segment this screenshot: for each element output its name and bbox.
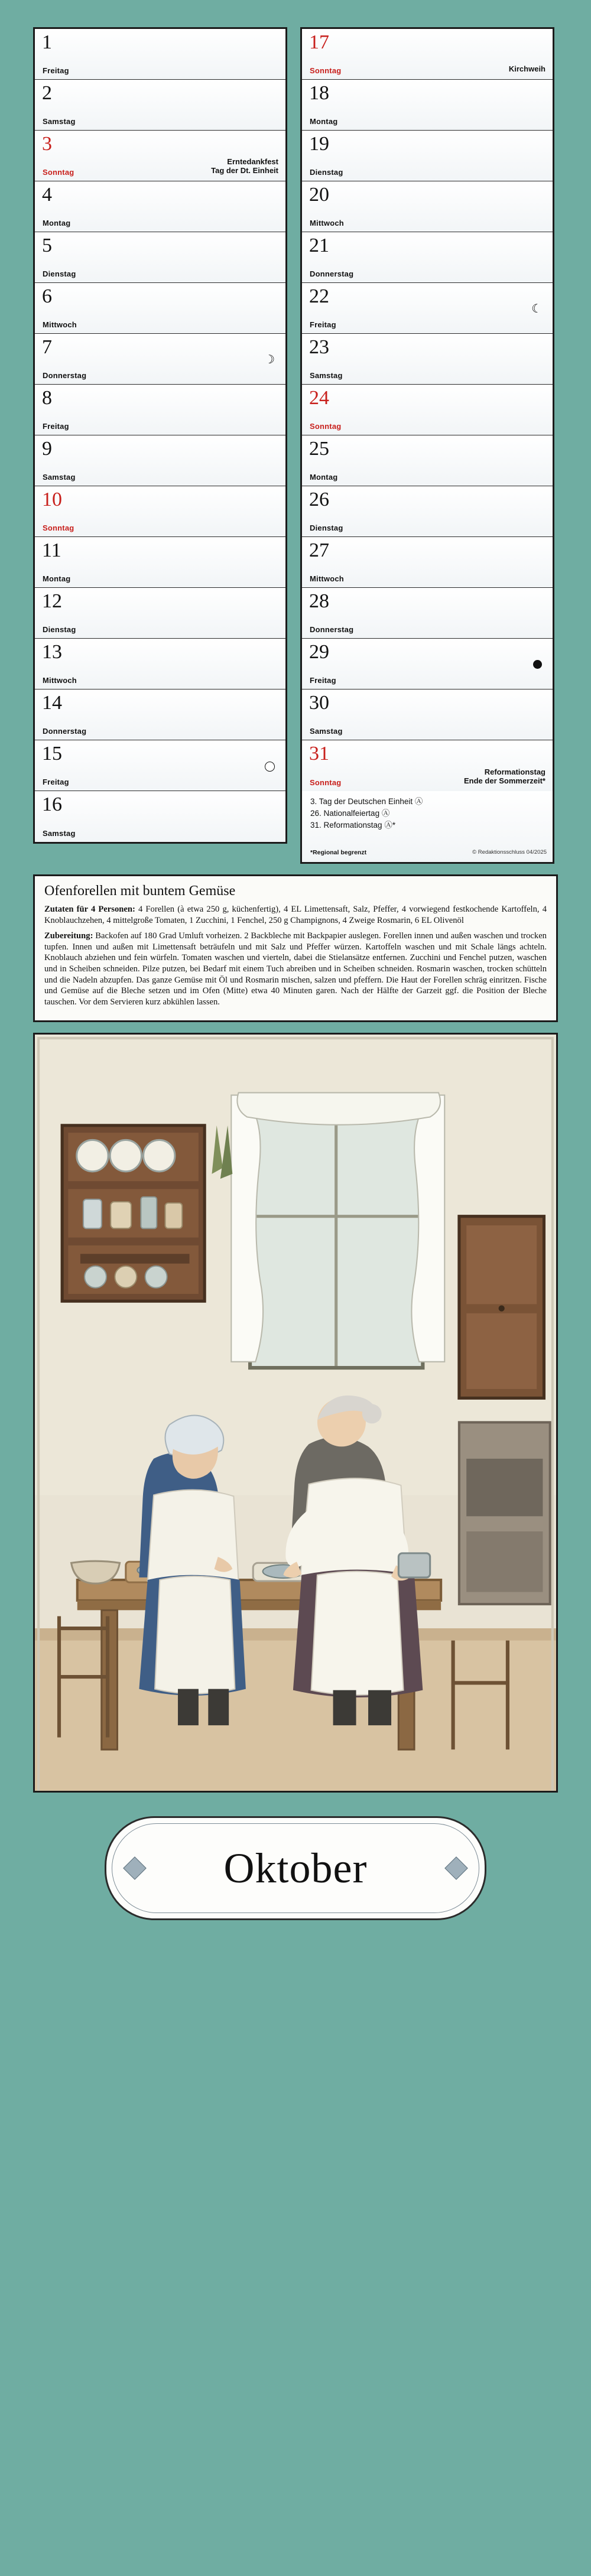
calendar-day[interactable] [35, 486, 285, 537]
day-weekday: Dienstag [43, 269, 76, 278]
day-number: 30 [309, 692, 329, 714]
calendar-grid [33, 27, 558, 864]
day-number: 24 [309, 387, 329, 409]
calendar-day[interactable] [302, 131, 553, 181]
kitchen-illustration [33, 1033, 558, 1793]
day-number: 29 [309, 641, 329, 663]
diamond-ornament-right [444, 1857, 468, 1881]
calendar-day[interactable] [302, 232, 553, 283]
calendar-day[interactable] [35, 181, 285, 232]
day-number: 11 [42, 539, 61, 561]
calendar-day[interactable] [35, 283, 285, 334]
day-weekday: Sonntag [43, 523, 74, 532]
calendar-day[interactable] [302, 537, 553, 588]
moon-phase-first-quarter-icon: ☾ [531, 301, 542, 316]
calendar-day[interactable] [302, 689, 553, 740]
day-note-secondary: Tag der Dt. Einheit [211, 166, 278, 175]
calendar-day[interactable] [35, 740, 285, 791]
day-weekday: Samstag [310, 371, 343, 380]
day-weekday: Donnerstag [310, 269, 354, 278]
calendar-day[interactable] [35, 537, 285, 588]
day-weekday: Sonntag [43, 168, 74, 177]
day-number: 5 [42, 235, 52, 256]
footnote-line-2: 26. Nationalfeiertag Ⓐ [310, 809, 390, 818]
day-weekday: Mittwoch [43, 676, 77, 685]
kitchen-illustration-svg [35, 1035, 556, 1793]
calendar-day[interactable] [302, 588, 553, 639]
day-note: Erntedankfest Tag der Dt. Einheit [211, 157, 278, 175]
day-number: 13 [42, 641, 62, 663]
calendar-day[interactable] [302, 334, 553, 385]
day-number: 28 [309, 590, 329, 612]
day-weekday: Montag [310, 473, 338, 482]
calendar-day[interactable] [35, 131, 285, 181]
day-note: Reformationstag Ende der Sommerzeit* [464, 767, 545, 785]
day-number: 8 [42, 387, 52, 409]
day-weekday: Freitag [310, 676, 336, 685]
month-plaque [105, 1816, 486, 1920]
day-weekday: Samstag [43, 829, 76, 838]
day-weekday: Samstag [43, 473, 76, 482]
calendar-day[interactable] [302, 740, 553, 791]
day-weekday: Dienstag [310, 523, 343, 532]
day-weekday: Donnerstag [43, 727, 87, 736]
day-number: 20 [309, 184, 329, 206]
day-weekday: Samstag [43, 117, 76, 126]
calendar-day[interactable] [302, 283, 553, 334]
calendar-column-right [300, 27, 554, 864]
day-weekday: Montag [43, 574, 71, 583]
calendar-day[interactable] [35, 689, 285, 740]
day-weekday: Sonntag [310, 66, 342, 75]
day-number: 3 [42, 133, 52, 155]
day-number: 18 [309, 82, 329, 104]
calendar-column-left [33, 27, 287, 844]
day-weekday: Sonntag [310, 778, 342, 787]
calendar-day[interactable] [302, 80, 553, 131]
day-weekday: Freitag [43, 778, 69, 786]
recipe-card [33, 874, 558, 1022]
day-number: 31 [309, 743, 329, 765]
calendar-day[interactable] [302, 486, 553, 537]
day-number: 27 [309, 539, 329, 561]
day-number: 16 [42, 793, 62, 815]
calendar-day[interactable] [302, 29, 553, 80]
calendar-day[interactable] [35, 334, 285, 385]
day-weekday: Dienstag [310, 168, 343, 177]
calendar-day[interactable] [302, 435, 553, 486]
day-number: 7 [42, 336, 52, 358]
day-number: 6 [42, 285, 52, 307]
month-name: Oktober [223, 1844, 368, 1892]
moon-phase-new-icon [265, 762, 275, 772]
day-number: 14 [42, 692, 62, 714]
day-number: 17 [309, 31, 329, 53]
day-number: 12 [42, 590, 62, 612]
recipe-method-text: Backofen auf 180 Grad Umluft vorheizen. 2 Backbleche mit Backpapier auslegen. Forellen innen und außen waschen und trocken tupfen. Innen und außen mit Limettensaft beträufeln und mit Salz und Pfeffer würzen. Kartoffeln waschen und mit Schale längs achteln. Knoblauch abziehen und fein würfeln. Tomaten waschen und vierteln, dabei die Stielansätze entfernen. Zucchini und Fenchel putzen, waschen und in Scheiben schneiden. Pilze putzen, bei Bedarf mit einem Tuch abreiben und in Scheiben schneiden. Rosmarin waschen, trocken schütteln und die Nadeln abzupfen. Das ganze Gemüse mit Öl und Rosmarin mischen, salzen und pfeffern. Die Haut der Forellen schräg einritzen. Fische und Gemüse auf die Bleche setzen und im Ofen (Mitte) etwa 40 Minuten garen. Nach der Hälfte der Garzeit ggf. die Position der Bleche tauschen. Vor dem Servieren kurz abkühlen lassen. [44, 931, 547, 1007]
day-weekday: Donnerstag [310, 625, 354, 634]
day-number: 9 [42, 438, 52, 460]
day-number: 1 [42, 31, 52, 53]
calendar-day[interactable] [35, 791, 285, 842]
calendar-day[interactable] [35, 639, 285, 689]
recipe-ingredients-text: 4 Forellen (à etwa 250 g, küchenfertig), 4 EL Limettensaft, Salz, Pfeffer, 4 vorwiegend festkochende Kartoffeln, 4 Knoblauchzehen, 4 mittelgroße Tomaten, 1 Zucchini, 1 Fenchel, 250 g Champignons, 4 Zweige Rosmarin, 6 EL Olivenöl [44, 905, 547, 925]
day-weekday: Mittwoch [310, 574, 344, 583]
day-number: 25 [309, 438, 329, 460]
recipe-ingredients-label: Zutaten für 4 Personen: [44, 905, 135, 914]
day-weekday: Freitag [310, 320, 336, 329]
day-number: 4 [42, 184, 52, 206]
day-number: 22 [309, 285, 329, 307]
editorial-credit: © Redaktionsschluss 04/2025 [472, 849, 547, 856]
day-weekday: Montag [43, 219, 71, 227]
footnote-star: *Regional begrenzt [310, 849, 367, 856]
calendar-day[interactable] [35, 80, 285, 131]
day-weekday: Samstag [310, 727, 343, 736]
day-number: 26 [309, 489, 329, 510]
recipe-ingredients [44, 904, 547, 926]
calendar-day[interactable] [35, 385, 285, 435]
moon-phase-last-quarter-icon: ☽ [264, 352, 275, 366]
moon-phase-full-icon [533, 660, 542, 669]
calendar-day[interactable] [35, 588, 285, 639]
diamond-ornament-left [123, 1857, 147, 1881]
day-number: 10 [42, 489, 62, 510]
day-weekday: Mittwoch [43, 320, 77, 329]
calendar-day[interactable] [35, 435, 285, 486]
day-weekday: Montag [310, 117, 338, 126]
recipe-title: Ofenforellen mit buntem Gemüse [44, 883, 236, 899]
day-weekday: Dienstag [43, 625, 76, 634]
calendar-day[interactable] [35, 29, 285, 80]
calendar-day[interactable] [302, 181, 553, 232]
day-number: 2 [42, 82, 52, 104]
holiday-footnotes [302, 791, 553, 862]
day-weekday: Sonntag [310, 422, 342, 431]
day-number: 15 [42, 743, 62, 765]
day-number: 23 [309, 336, 329, 358]
calendar-day[interactable] [302, 385, 553, 435]
calendar-day[interactable] [302, 639, 553, 689]
recipe-method [44, 931, 547, 1007]
day-weekday: Mittwoch [310, 219, 344, 227]
day-number: 19 [309, 133, 329, 155]
day-weekday: Freitag [43, 422, 69, 431]
calendar-day[interactable] [35, 232, 285, 283]
footnote-line-1: 3. Tag der Deutschen Einheit Ⓐ [310, 797, 423, 806]
day-weekday: Freitag [43, 66, 69, 75]
month-plaque-wrap [33, 1816, 558, 1920]
day-note-secondary: Ende der Sommerzeit* [464, 776, 545, 785]
day-number: 21 [309, 235, 329, 256]
footnote-line-3: 31. Reformationstag Ⓐ* [310, 821, 396, 830]
day-weekday: Donnerstag [43, 371, 87, 380]
recipe-method-label: Zubereitung: [44, 931, 93, 941]
day-note: Kirchweih [508, 64, 545, 73]
